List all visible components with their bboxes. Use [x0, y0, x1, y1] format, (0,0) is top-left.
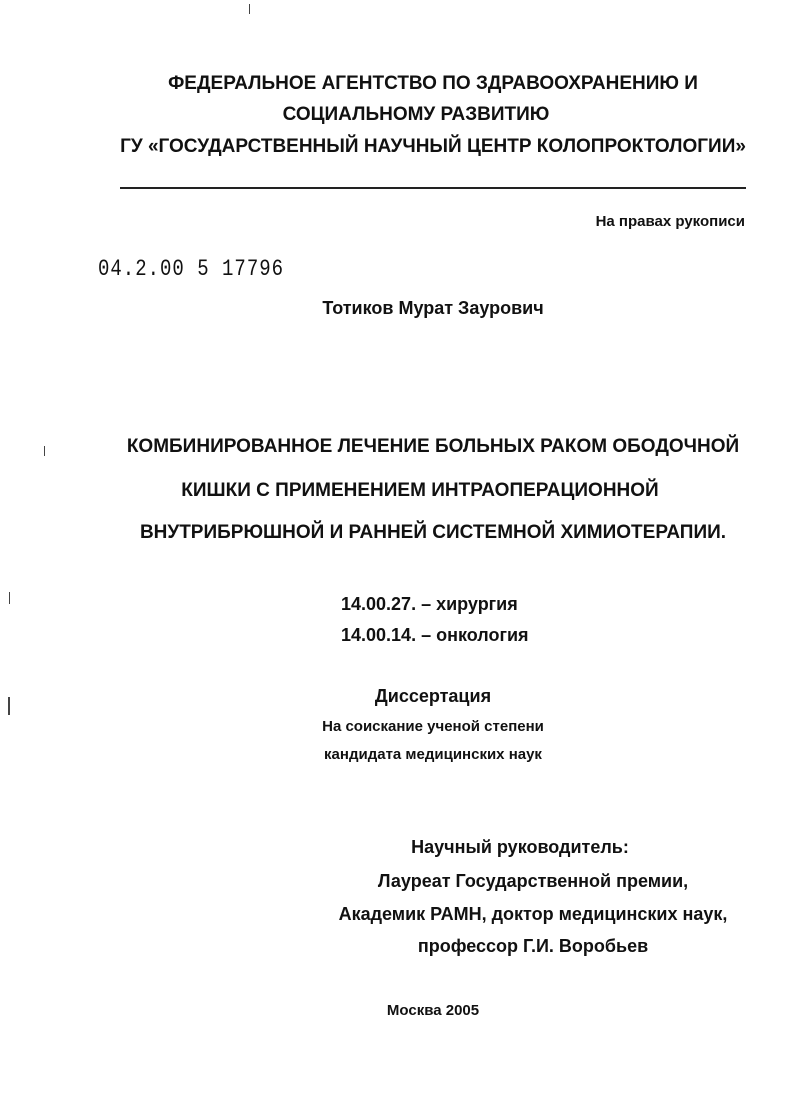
- title-line-1: КОМБИНИРОВАННОЕ ЛЕЧЕНИЕ БОЛЬНЫХ РАКОМ ОБОДОЧНОЙ: [126, 436, 740, 457]
- title-line-2: КИШКИ С ПРИМЕНЕНИЕМ ИНТРАОПЕРАЦИОННОЙ: [181, 480, 659, 501]
- specialty-2: 14.00.14. – онкология: [341, 625, 529, 645]
- title-line-3: ВНУТРИБРЮШНОЙ И РАННЕЙ СИСТЕМНОЙ ХИМИОТЕРАПИИ.: [139, 522, 727, 543]
- rights-note: На правах рукописи: [595, 213, 745, 230]
- divider: [120, 187, 746, 189]
- degree-line-2: кандидата медицинских наук: [324, 746, 542, 763]
- scan-speck: [9, 592, 10, 604]
- author-name: Тотиков Мурат Заурович: [322, 298, 544, 318]
- header-line-2: СОЦИАЛЬНОМУ РАЗВИТИЮ: [282, 104, 550, 125]
- archive-stamp-number: 04.2.00 5 17796: [98, 255, 285, 283]
- header-line-3: ГУ «ГОСУДАРСТВЕННЫЙ НАУЧНЫЙ ЦЕНТР КОЛОПРОКТОЛОГИИ»: [120, 136, 746, 157]
- header-line-1: ФЕДЕРАЛЬНОЕ АГЕНТСТВО ПО ЗДРАВООХРАНЕНИЮ И: [168, 73, 698, 94]
- supervisor-line-1: Лауреат Государственной премии,: [377, 871, 689, 891]
- degree-line-1: На соискание ученой степени: [322, 718, 544, 735]
- work-type: Диссертация: [374, 686, 492, 706]
- scan-speck: [249, 4, 250, 14]
- supervisor-line-3: профессор Г.И. Воробьев: [417, 936, 649, 956]
- supervisor-line-2: Академик РАМН, доктор медицинских наук,: [338, 904, 728, 924]
- scan-speck: [8, 697, 10, 715]
- specialty-1: 14.00.27. – хирургия: [341, 594, 518, 614]
- supervisor-label: Научный руководитель:: [411, 837, 629, 857]
- place-year: Москва 2005: [386, 1002, 480, 1019]
- scan-speck: [44, 446, 45, 456]
